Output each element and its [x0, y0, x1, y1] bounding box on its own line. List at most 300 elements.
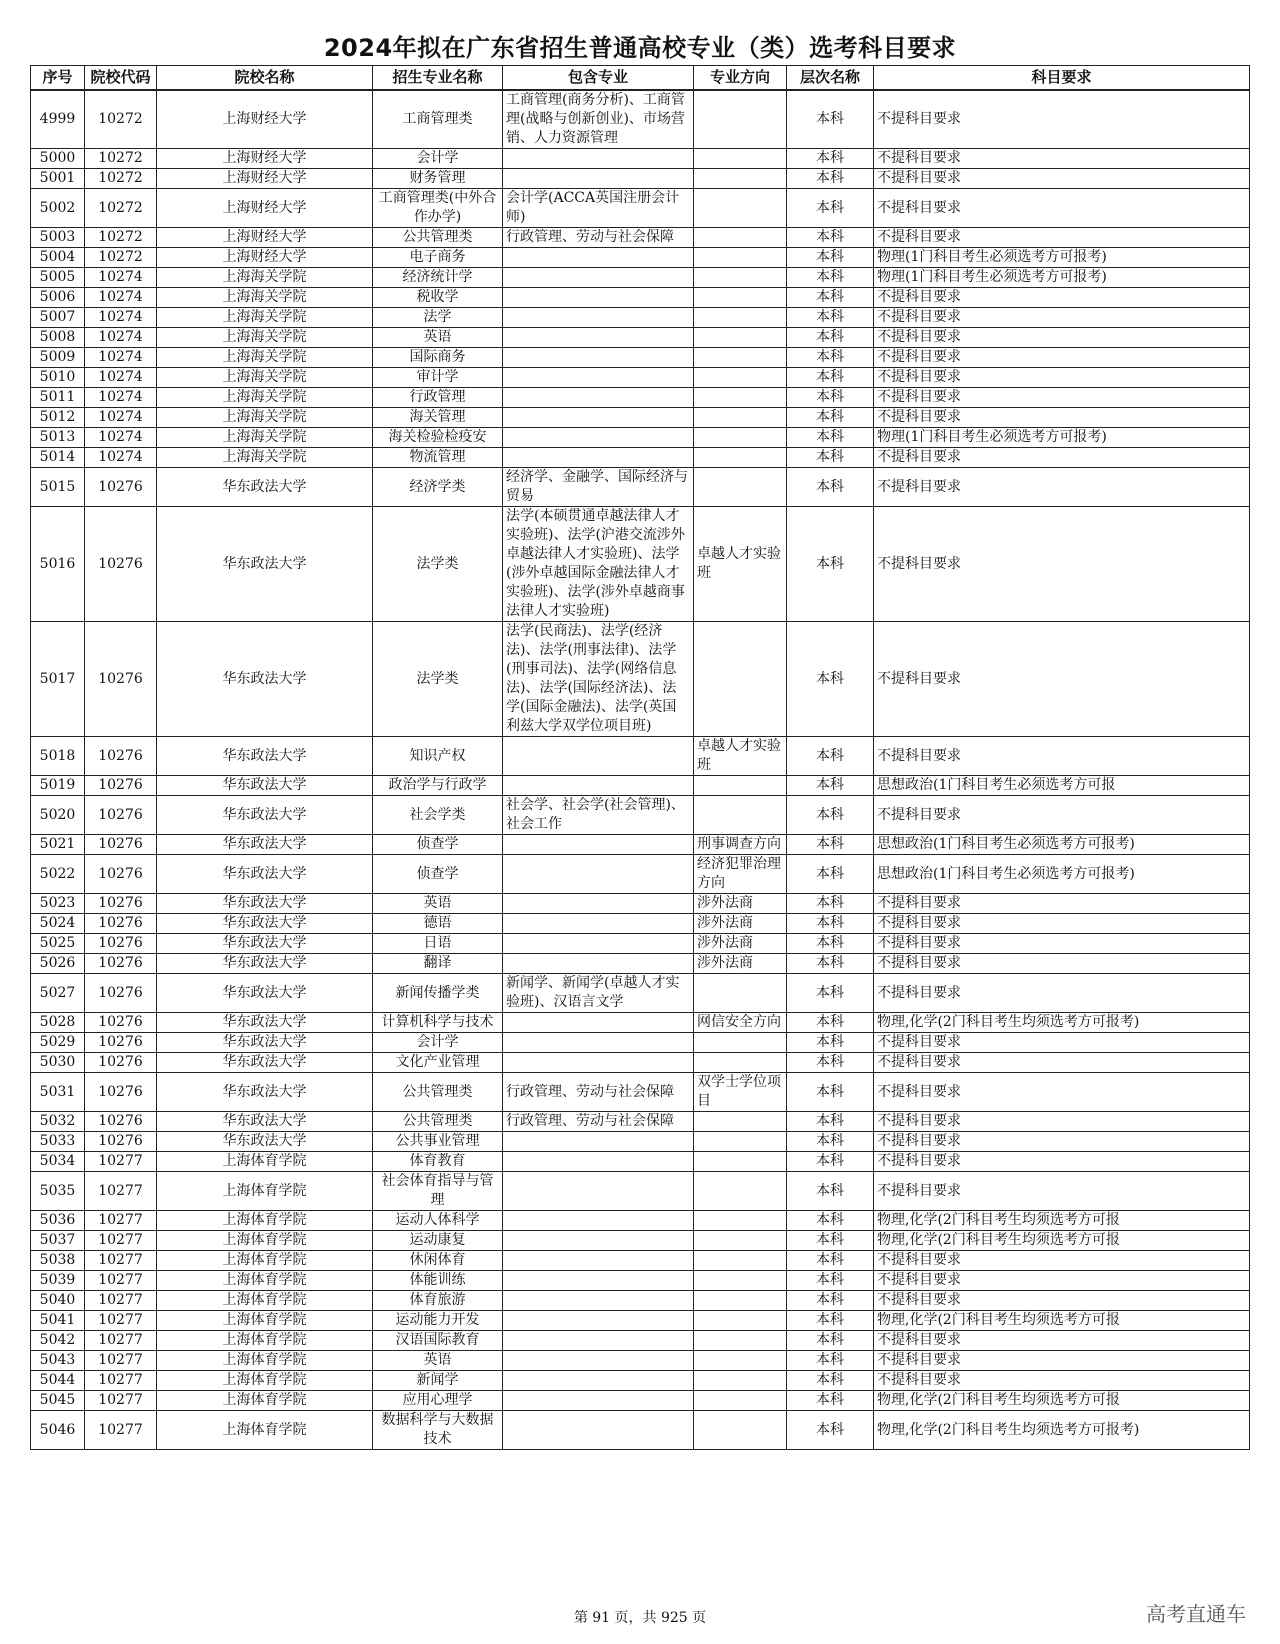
cell-included-majors [503, 934, 694, 954]
cell-school-code: 10277 [85, 1251, 157, 1271]
cell-included-majors: 经济学、金融学、国际经济与贸易 [503, 468, 694, 507]
cell-school-code: 10274 [85, 388, 157, 408]
cell-school-code: 10277 [85, 1211, 157, 1231]
cell-school-name: 华东政法大学 [157, 855, 373, 894]
cell-level: 本科 [787, 228, 874, 248]
cell-subject-requirement: 不提科目要求 [874, 894, 1250, 914]
cell-included-majors [503, 149, 694, 169]
cell-level: 本科 [787, 189, 874, 228]
cell-index: 5019 [31, 776, 85, 796]
cell-level: 本科 [787, 1331, 874, 1351]
cell-subject-requirement: 不提科目要求 [874, 149, 1250, 169]
table-row [31, 308, 1250, 328]
cell-included-majors: 行政管理、劳动与社会保障 [503, 228, 694, 248]
cell-index: 5012 [31, 408, 85, 428]
cell-level: 本科 [787, 776, 874, 796]
table-row [31, 507, 1250, 622]
table-row [31, 914, 1250, 934]
cell-major-name: 计算机科学与技术 [373, 1013, 503, 1033]
cell-index: 5041 [31, 1311, 85, 1331]
cell-index: 5010 [31, 368, 85, 388]
cell-direction: 刑事调查方向 [694, 835, 787, 855]
cell-level: 本科 [787, 1013, 874, 1033]
cell-index: 5039 [31, 1271, 85, 1291]
cell-school-code: 10272 [85, 228, 157, 248]
requirements-table [30, 65, 1250, 1450]
cell-subject-requirement: 不提科目要求 [874, 1331, 1250, 1351]
table-row [31, 1351, 1250, 1371]
cell-major-name: 英语 [373, 328, 503, 348]
cell-direction [694, 90, 787, 149]
cell-included-majors [503, 1152, 694, 1172]
cell-school-code: 10276 [85, 914, 157, 934]
cell-index: 5001 [31, 169, 85, 189]
cell-included-majors: 法学(本硕贯通卓越法律人才实验班)、法学(沪港交流涉外卓越法律人才实验班)、法学(涉外卓越国际金融法律人才实验班)、法学(涉外卓越商事法律人才实验班) [503, 507, 694, 622]
cell-level: 本科 [787, 1251, 874, 1271]
table-header-row [31, 66, 1250, 91]
cell-direction: 涉外法商 [694, 894, 787, 914]
cell-direction [694, 388, 787, 408]
table-row [31, 622, 1250, 737]
cell-direction [694, 248, 787, 268]
cell-subject-requirement: 不提科目要求 [874, 796, 1250, 835]
table-row [31, 448, 1250, 468]
cell-direction [694, 228, 787, 248]
cell-subject-requirement: 不提科目要求 [874, 1132, 1250, 1152]
cell-major-name: 法学类 [373, 622, 503, 737]
table-row [31, 368, 1250, 388]
cell-subject-requirement: 不提科目要求 [874, 954, 1250, 974]
cell-school-name: 华东政法大学 [157, 1033, 373, 1053]
cell-index: 5042 [31, 1331, 85, 1351]
cell-included-majors [503, 1291, 694, 1311]
cell-included-majors: 工商管理(商务分析)、工商管理(战略与创新创业)、市场营销、人力资源管理 [503, 90, 694, 149]
cell-index: 5029 [31, 1033, 85, 1053]
cell-included-majors [503, 737, 694, 776]
cell-subject-requirement: 物理,化学(2门科目考生均须选考方可报考) [874, 1411, 1250, 1450]
cell-index: 5011 [31, 388, 85, 408]
cell-level: 本科 [787, 268, 874, 288]
cell-school-name: 华东政法大学 [157, 914, 373, 934]
cell-direction [694, 288, 787, 308]
cell-school-name: 上海海关学院 [157, 328, 373, 348]
cell-direction [694, 1211, 787, 1231]
cell-school-name: 上海体育学院 [157, 1251, 373, 1271]
page-footer: 第 91 页，共 925 页 [573, 1610, 707, 1626]
cell-school-code: 10277 [85, 1311, 157, 1331]
cell-level: 本科 [787, 914, 874, 934]
cell-direction [694, 622, 787, 737]
cell-direction [694, 1331, 787, 1351]
cell-direction [694, 1231, 787, 1251]
cell-school-name: 上海财经大学 [157, 149, 373, 169]
cell-school-name: 华东政法大学 [157, 1132, 373, 1152]
cell-school-code: 10272 [85, 90, 157, 149]
cell-school-code: 10277 [85, 1172, 157, 1211]
col-header-school-name: 院校名称 [157, 66, 373, 91]
cell-subject-requirement: 不提科目要求 [874, 1271, 1250, 1291]
cell-major-name: 运动人体科学 [373, 1211, 503, 1231]
watermark-label: 高考直通车 [1146, 1602, 1246, 1626]
col-header-school-code: 院校代码 [85, 66, 157, 91]
cell-level: 本科 [787, 1351, 874, 1371]
cell-subject-requirement: 不提科目要求 [874, 1251, 1250, 1271]
cell-school-code: 10276 [85, 835, 157, 855]
cell-subject-requirement: 不提科目要求 [874, 90, 1250, 149]
cell-index: 5031 [31, 1073, 85, 1112]
cell-school-code: 10276 [85, 1013, 157, 1033]
cell-index: 5006 [31, 288, 85, 308]
cell-direction [694, 1033, 787, 1053]
cell-level: 本科 [787, 974, 874, 1013]
col-header-direction: 专业方向 [694, 66, 787, 91]
cell-major-name: 物流管理 [373, 448, 503, 468]
cell-school-name: 上海海关学院 [157, 288, 373, 308]
cell-index: 5033 [31, 1132, 85, 1152]
cell-subject-requirement: 物理,化学(2门科目考生均须选考方可报 [874, 1231, 1250, 1251]
cell-index: 5002 [31, 189, 85, 228]
cell-direction: 网信安全方向 [694, 1013, 787, 1033]
cell-major-name: 日语 [373, 934, 503, 954]
cell-school-name: 上海体育学院 [157, 1351, 373, 1371]
cell-subject-requirement: 思想政治(1门科目考生必须选考方可报 [874, 776, 1250, 796]
cell-index: 5018 [31, 737, 85, 776]
cell-subject-requirement: 物理,化学(2门科目考生均须选考方可报 [874, 1311, 1250, 1331]
cell-major-name: 国际商务 [373, 348, 503, 368]
table-row [31, 894, 1250, 914]
cell-direction [694, 169, 787, 189]
cell-direction [694, 1132, 787, 1152]
col-header-subject-requirement: 科目要求 [874, 66, 1250, 91]
cell-subject-requirement: 不提科目要求 [874, 408, 1250, 428]
cell-school-name: 上海海关学院 [157, 388, 373, 408]
cell-level: 本科 [787, 169, 874, 189]
cell-level: 本科 [787, 1231, 874, 1251]
cell-direction [694, 308, 787, 328]
cell-direction: 涉外法商 [694, 954, 787, 974]
cell-subject-requirement: 不提科目要求 [874, 1291, 1250, 1311]
cell-index: 5005 [31, 268, 85, 288]
cell-subject-requirement: 不提科目要求 [874, 934, 1250, 954]
cell-level: 本科 [787, 388, 874, 408]
cell-included-majors [503, 1331, 694, 1351]
cell-subject-requirement: 不提科目要求 [874, 1053, 1250, 1073]
cell-included-majors [503, 894, 694, 914]
cell-school-code: 10276 [85, 894, 157, 914]
cell-direction: 卓越人才实验班 [694, 507, 787, 622]
cell-included-majors [503, 268, 694, 288]
cell-index: 5046 [31, 1411, 85, 1450]
table-row [31, 1311, 1250, 1331]
cell-school-name: 华东政法大学 [157, 954, 373, 974]
cell-school-name: 上海体育学院 [157, 1211, 373, 1231]
cell-school-code: 10276 [85, 1073, 157, 1112]
cell-included-majors [503, 1172, 694, 1211]
cell-direction [694, 468, 787, 507]
cell-index: 5020 [31, 796, 85, 835]
col-header-level: 层次名称 [787, 66, 874, 91]
cell-school-code: 10276 [85, 1053, 157, 1073]
cell-school-code: 10274 [85, 348, 157, 368]
cell-school-name: 华东政法大学 [157, 1073, 373, 1112]
table-row [31, 288, 1250, 308]
cell-major-name: 经济统计学 [373, 268, 503, 288]
table-row [31, 934, 1250, 954]
cell-subject-requirement: 物理,化学(2门科目考生均须选考方可报 [874, 1391, 1250, 1411]
cell-major-name: 经济学类 [373, 468, 503, 507]
cell-included-majors [503, 1411, 694, 1450]
cell-major-name: 税收学 [373, 288, 503, 308]
cell-subject-requirement: 不提科目要求 [874, 388, 1250, 408]
cell-index: 5036 [31, 1211, 85, 1231]
cell-index: 5030 [31, 1053, 85, 1073]
cell-index: 5017 [31, 622, 85, 737]
cell-included-majors [503, 1271, 694, 1291]
cell-direction [694, 1311, 787, 1331]
cell-level: 本科 [787, 1132, 874, 1152]
cell-included-majors [503, 1371, 694, 1391]
cell-included-majors [503, 1132, 694, 1152]
cell-direction [694, 1271, 787, 1291]
cell-subject-requirement: 不提科目要求 [874, 974, 1250, 1013]
cell-subject-requirement: 不提科目要求 [874, 368, 1250, 388]
table-row [31, 428, 1250, 448]
cell-major-name: 法学类 [373, 507, 503, 622]
cell-subject-requirement: 思想政治(1门科目考生必须选考方可报考) [874, 835, 1250, 855]
cell-index: 5044 [31, 1371, 85, 1391]
cell-school-name: 华东政法大学 [157, 835, 373, 855]
cell-school-code: 10277 [85, 1331, 157, 1351]
table-row [31, 189, 1250, 228]
cell-major-name: 德语 [373, 914, 503, 934]
cell-index: 5013 [31, 428, 85, 448]
cell-index: 5043 [31, 1351, 85, 1371]
cell-index: 5025 [31, 934, 85, 954]
cell-level: 本科 [787, 408, 874, 428]
cell-direction [694, 974, 787, 1013]
cell-school-code: 10276 [85, 954, 157, 974]
table-row [31, 737, 1250, 776]
cell-school-code: 10272 [85, 248, 157, 268]
cell-direction [694, 1351, 787, 1371]
cell-included-majors: 社会学、社会学(社会管理)、社会工作 [503, 796, 694, 835]
cell-school-code: 10277 [85, 1351, 157, 1371]
cell-subject-requirement: 不提科目要求 [874, 288, 1250, 308]
cell-subject-requirement: 不提科目要求 [874, 1073, 1250, 1112]
table-row [31, 388, 1250, 408]
cell-subject-requirement: 不提科目要求 [874, 1152, 1250, 1172]
cell-level: 本科 [787, 507, 874, 622]
cell-school-code: 10272 [85, 169, 157, 189]
table-row [31, 1132, 1250, 1152]
cell-major-name: 新闻学 [373, 1371, 503, 1391]
cell-direction: 涉外法商 [694, 914, 787, 934]
cell-school-name: 上海海关学院 [157, 348, 373, 368]
cell-major-name: 公共管理类 [373, 228, 503, 248]
cell-direction: 双学士学位项目 [694, 1073, 787, 1112]
cell-subject-requirement: 不提科目要求 [874, 448, 1250, 468]
cell-school-code: 10272 [85, 149, 157, 169]
cell-major-name: 会计学 [373, 149, 503, 169]
table-row [31, 1053, 1250, 1073]
cell-school-name: 上海体育学院 [157, 1172, 373, 1211]
cell-school-name: 上海海关学院 [157, 428, 373, 448]
table-row [31, 248, 1250, 268]
cell-major-name: 数据科学与大数据技术 [373, 1411, 503, 1450]
cell-school-code: 10277 [85, 1291, 157, 1311]
cell-included-majors [503, 428, 694, 448]
cell-school-code: 10276 [85, 737, 157, 776]
cell-level: 本科 [787, 348, 874, 368]
cell-included-majors [503, 914, 694, 934]
cell-included-majors [503, 1053, 694, 1073]
cell-subject-requirement: 不提科目要求 [874, 468, 1250, 507]
page-title: 2024年拟在广东省招生普通高校专业（类）选考科目要求 [323, 34, 957, 62]
cell-subject-requirement: 不提科目要求 [874, 622, 1250, 737]
table-row [31, 954, 1250, 974]
cell-school-name: 华东政法大学 [157, 507, 373, 622]
cell-school-name: 上海体育学院 [157, 1411, 373, 1450]
cell-level: 本科 [787, 954, 874, 974]
cell-school-name: 上海体育学院 [157, 1231, 373, 1251]
cell-level: 本科 [787, 1411, 874, 1450]
cell-level: 本科 [787, 1172, 874, 1211]
cell-school-name: 上海体育学院 [157, 1311, 373, 1331]
table-row [31, 1291, 1250, 1311]
cell-school-name: 华东政法大学 [157, 1053, 373, 1073]
cell-major-name: 新闻传播学类 [373, 974, 503, 1013]
cell-direction [694, 1172, 787, 1211]
table-row [31, 776, 1250, 796]
cell-index: 5016 [31, 507, 85, 622]
cell-major-name: 体育旅游 [373, 1291, 503, 1311]
table-row [31, 228, 1250, 248]
cell-index: 5003 [31, 228, 85, 248]
cell-school-code: 10274 [85, 308, 157, 328]
table-row [31, 328, 1250, 348]
cell-level: 本科 [787, 1371, 874, 1391]
cell-school-name: 华东政法大学 [157, 934, 373, 954]
cell-direction [694, 776, 787, 796]
cell-level: 本科 [787, 368, 874, 388]
cell-included-majors [503, 169, 694, 189]
cell-direction [694, 1112, 787, 1132]
cell-direction: 卓越人才实验班 [694, 737, 787, 776]
cell-included-majors: 行政管理、劳动与社会保障 [503, 1112, 694, 1132]
cell-school-code: 10276 [85, 1112, 157, 1132]
cell-included-majors [503, 1351, 694, 1371]
cell-school-name: 上海财经大学 [157, 90, 373, 149]
cell-school-code: 10274 [85, 368, 157, 388]
cell-level: 本科 [787, 288, 874, 308]
table-row [31, 1251, 1250, 1271]
cell-level: 本科 [787, 448, 874, 468]
cell-major-name: 电子商务 [373, 248, 503, 268]
cell-direction [694, 408, 787, 428]
cell-school-code: 10274 [85, 288, 157, 308]
cell-school-name: 华东政法大学 [157, 622, 373, 737]
cell-index: 5032 [31, 1112, 85, 1132]
cell-index: 5023 [31, 894, 85, 914]
cell-school-name: 华东政法大学 [157, 1112, 373, 1132]
cell-included-majors: 会计学(ACCA英国注册会计师) [503, 189, 694, 228]
table-row [31, 1033, 1250, 1053]
cell-index: 5015 [31, 468, 85, 507]
cell-major-name: 体育教育 [373, 1152, 503, 1172]
cell-level: 本科 [787, 1033, 874, 1053]
cell-index: 5004 [31, 248, 85, 268]
cell-index: 5038 [31, 1251, 85, 1271]
table-row [31, 796, 1250, 835]
cell-subject-requirement: 不提科目要求 [874, 1351, 1250, 1371]
cell-level: 本科 [787, 149, 874, 169]
cell-school-name: 华东政法大学 [157, 1013, 373, 1033]
cell-subject-requirement: 思想政治(1门科目考生必须选考方可报考) [874, 855, 1250, 894]
cell-index: 5037 [31, 1231, 85, 1251]
cell-included-majors [503, 954, 694, 974]
cell-school-name: 上海体育学院 [157, 1291, 373, 1311]
cell-direction [694, 149, 787, 169]
cell-direction [694, 189, 787, 228]
cell-included-majors [503, 388, 694, 408]
cell-subject-requirement: 不提科目要求 [874, 507, 1250, 622]
cell-school-name: 上海体育学院 [157, 1331, 373, 1351]
table-row [31, 1013, 1250, 1033]
cell-direction [694, 448, 787, 468]
cell-subject-requirement: 物理(1门科目考生必须选考方可报考) [874, 428, 1250, 448]
cell-subject-requirement: 不提科目要求 [874, 1112, 1250, 1132]
cell-direction: 经济犯罪治理方向 [694, 855, 787, 894]
cell-level: 本科 [787, 1211, 874, 1231]
cell-major-name: 英语 [373, 1351, 503, 1371]
cell-major-name: 翻译 [373, 954, 503, 974]
table-row [31, 468, 1250, 507]
cell-index: 5008 [31, 328, 85, 348]
cell-major-name: 政治学与行政学 [373, 776, 503, 796]
cell-direction [694, 1251, 787, 1271]
table-row [31, 1331, 1250, 1351]
cell-major-name: 社会学类 [373, 796, 503, 835]
cell-direction [694, 368, 787, 388]
cell-index: 5022 [31, 855, 85, 894]
cell-major-name: 审计学 [373, 368, 503, 388]
table-row [31, 1073, 1250, 1112]
cell-school-name: 上海财经大学 [157, 228, 373, 248]
cell-school-name: 华东政法大学 [157, 776, 373, 796]
cell-major-name: 侦查学 [373, 835, 503, 855]
cell-school-code: 10274 [85, 428, 157, 448]
cell-included-majors [503, 1013, 694, 1033]
cell-included-majors: 法学(民商法)、法学(经济法)、法学(刑事法律)、法学(刑事司法)、法学(网络信息法)、法学(国际经济法)、法学(国际金融法)、法学(英国利兹大学双学位项目班) [503, 622, 694, 737]
cell-school-name: 华东政法大学 [157, 796, 373, 835]
cell-level: 本科 [787, 1311, 874, 1331]
cell-subject-requirement: 不提科目要求 [874, 1033, 1250, 1053]
cell-index: 5000 [31, 149, 85, 169]
cell-school-code: 10276 [85, 1132, 157, 1152]
cell-index: 5034 [31, 1152, 85, 1172]
cell-included-majors [503, 1231, 694, 1251]
cell-school-code: 10276 [85, 974, 157, 1013]
table-row [31, 268, 1250, 288]
table-row [31, 1152, 1250, 1172]
cell-school-name: 华东政法大学 [157, 737, 373, 776]
cell-level: 本科 [787, 328, 874, 348]
cell-included-majors [503, 855, 694, 894]
cell-level: 本科 [787, 796, 874, 835]
table-row [31, 974, 1250, 1013]
cell-subject-requirement: 不提科目要求 [874, 1172, 1250, 1211]
cell-major-name: 文化产业管理 [373, 1053, 503, 1073]
